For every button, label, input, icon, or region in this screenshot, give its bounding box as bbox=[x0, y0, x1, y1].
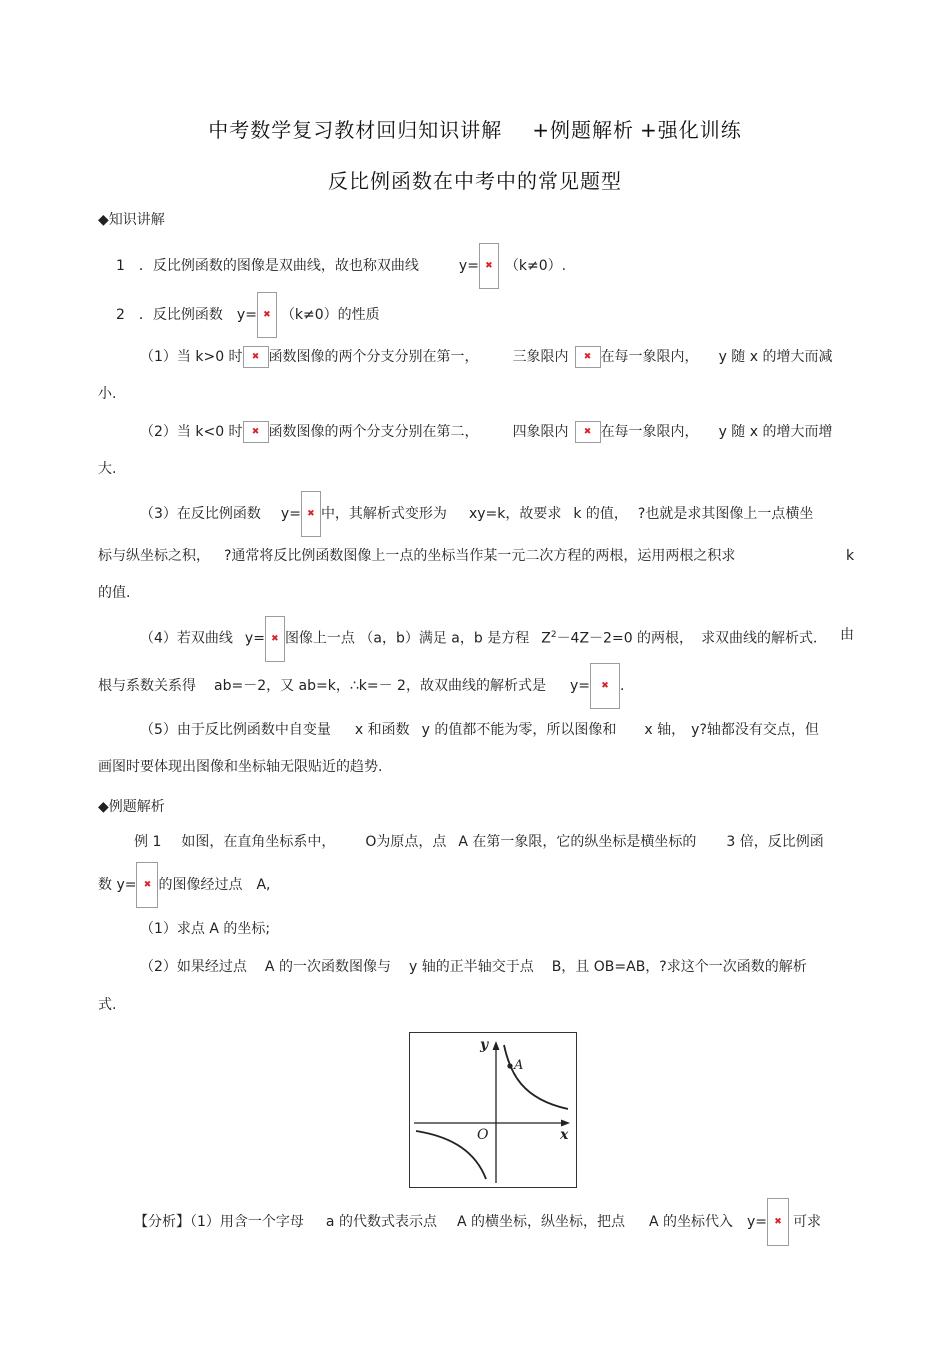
point-a bbox=[507, 1063, 512, 1068]
property-2-cont: 大. bbox=[98, 461, 117, 477]
image-placeholder-icon bbox=[243, 346, 269, 368]
property-5-b: x 和函数 bbox=[354, 722, 410, 738]
item-1-y: y= bbox=[458, 258, 479, 274]
analysis-c: A 的横坐标，纵坐标，把点 bbox=[456, 1214, 625, 1230]
example-1 bbox=[134, 832, 824, 852]
title-sub: 反比例函数在中考中的常见题型 bbox=[328, 169, 622, 193]
property-3-c: xy=k，故要求 bbox=[468, 506, 562, 522]
example-1-label: 例 1 bbox=[134, 834, 162, 850]
item-1 bbox=[116, 243, 566, 289]
title-main-part1: 中考数学复习教材回归知识讲解 bbox=[208, 118, 503, 142]
property-3-line3: 的值. bbox=[98, 585, 131, 601]
item-2-condition: （k≠0）的性质 bbox=[280, 307, 380, 323]
property-5-d: x 轴， bbox=[644, 722, 686, 738]
property-4-line2 bbox=[98, 663, 624, 709]
question-2-b: A 的一次函数图像与 bbox=[264, 959, 391, 975]
x-axis-arrow bbox=[561, 1120, 570, 1127]
property-2-a: （2）当 k<0 时 bbox=[140, 424, 243, 440]
item-2 bbox=[116, 292, 380, 338]
property-1-b: 函数图像的两个分支分别在第一， bbox=[268, 349, 479, 365]
item-1-number: 1 bbox=[116, 258, 125, 274]
property-2-b: 函数图像的两个分支分别在第二， bbox=[268, 424, 479, 440]
example-1-l2b: 的图像经过点 bbox=[158, 877, 243, 893]
property-3-a: （3）在反比例函数 bbox=[140, 506, 261, 522]
section-knowledge-heading: ◆知识讲解 bbox=[98, 212, 165, 228]
hyperbola-branch-first-quadrant bbox=[504, 1045, 568, 1109]
example-1-c: O为原点，点 bbox=[365, 834, 447, 850]
property-2-c: 四象限内 bbox=[512, 424, 569, 440]
question-1: （1）求点 A 的坐标; bbox=[140, 921, 271, 937]
item-2-y: y= bbox=[236, 307, 257, 323]
property-2-e: y 随 x 的增大而增 bbox=[718, 424, 833, 440]
origin-label: O bbox=[477, 1127, 489, 1143]
property-4-l2end: . bbox=[619, 678, 625, 694]
example-1-d: A 在第一象限，它的纵坐标是横坐标的 bbox=[458, 834, 697, 850]
property-3-l2c: k bbox=[846, 548, 855, 564]
property-4 bbox=[140, 614, 827, 662]
property-1-c: 三象限内 bbox=[512, 349, 569, 365]
property-3-l2a: 标与纵坐标之积， bbox=[98, 548, 210, 564]
y-axis-label: y bbox=[480, 1037, 489, 1053]
property-5 bbox=[140, 720, 819, 740]
title-main-part2: +例题解析 bbox=[532, 118, 634, 142]
property-4-l2a: 根与系数关系得 bbox=[98, 678, 196, 694]
y-axis-arrow bbox=[493, 1041, 500, 1050]
property-1 bbox=[140, 346, 832, 368]
item-1-text: ．反比例函数的图像是双曲线，故也称双曲线 bbox=[138, 258, 419, 274]
property-4-y: y= bbox=[244, 630, 265, 647]
formula-image-icon bbox=[257, 292, 277, 338]
section-examples-heading: ◆例题解析 bbox=[98, 799, 165, 815]
analysis-y: y= bbox=[747, 1214, 768, 1230]
question-2-a: （2）如果经过点 bbox=[140, 959, 247, 975]
formula-image-icon bbox=[767, 1198, 789, 1246]
property-1-e: y 随 x 的增大而减 bbox=[718, 349, 833, 365]
property-3-line2 bbox=[98, 546, 735, 566]
hyperbola-svg bbox=[410, 1033, 576, 1187]
analysis bbox=[134, 1198, 821, 1246]
property-4-d: 求双曲线的解析式． bbox=[701, 630, 828, 647]
analysis-b: a 的代数式表示点 bbox=[325, 1214, 437, 1230]
hyperbola-branch-third-quadrant bbox=[416, 1131, 486, 1179]
property-4-z: Z bbox=[541, 630, 551, 647]
example-1-b: 如图，在直角坐标系中， bbox=[181, 834, 336, 850]
item-2-text: ．反比例函数 bbox=[138, 307, 223, 323]
property-4-sup: 2 bbox=[550, 630, 557, 640]
property-1-cont: 小. bbox=[98, 386, 117, 402]
property-3-e: ?也就是求其图像上一点横坐 bbox=[637, 506, 814, 522]
property-5-a: （5）由于反比例函数中自变量 bbox=[140, 722, 331, 738]
question-2 bbox=[140, 957, 807, 977]
property-4-e: 由 bbox=[840, 627, 854, 643]
question-2-d: B，且 OB=AB， bbox=[551, 959, 660, 975]
example-1-e: 3 倍，反比例函 bbox=[726, 834, 824, 850]
analysis-e: 可求 bbox=[793, 1214, 822, 1230]
question-2-c: y 轴的正半轴交于点 bbox=[408, 959, 534, 975]
example-1-l2c: A, bbox=[256, 877, 271, 893]
property-4-a: （4）若双曲线 bbox=[140, 630, 233, 647]
title-main-part3: +强化训练 bbox=[640, 118, 742, 142]
property-1-d: 在每一象限内， bbox=[600, 349, 699, 365]
example-1-line2 bbox=[98, 862, 271, 908]
property-1-a: （1）当 k>0 时 bbox=[140, 349, 243, 365]
x-axis-label: x bbox=[560, 1127, 569, 1143]
property-5-c: y 的值都不能为零，所以图像和 bbox=[421, 722, 617, 738]
formula-image-icon bbox=[301, 491, 321, 537]
item-2-number: 2 bbox=[116, 307, 125, 323]
property-2-d: 在每一象限内， bbox=[600, 424, 699, 440]
formula-image-icon bbox=[479, 243, 499, 289]
question-2-e: ?求这个一次函数的解析 bbox=[659, 959, 807, 975]
question-2-cont: 式. bbox=[98, 997, 117, 1013]
formula-image-icon bbox=[590, 663, 620, 709]
property-5-line2: 画图时要体现出图像和坐标轴无限贴近的趋势. bbox=[98, 759, 383, 775]
property-2 bbox=[140, 421, 832, 443]
example-1-l2a: 数 y= bbox=[98, 877, 137, 893]
property-5-e: y?轴都没有交点，但 bbox=[691, 722, 819, 738]
item-1-condition: （k≠0）. bbox=[504, 258, 567, 274]
property-4-l2b: ab=－2，又 ab=k，∴k=－ 2，故双曲线的解析式是 bbox=[214, 678, 546, 694]
property-3-y: y= bbox=[280, 506, 301, 522]
formula-image-icon bbox=[265, 616, 285, 662]
analysis-a: 【分析】（1）用含一个字母 bbox=[134, 1214, 304, 1230]
title-main bbox=[0, 114, 950, 143]
property-4-l2y: y= bbox=[569, 678, 590, 694]
property-3-b: 中，其解析式变形为 bbox=[320, 506, 447, 522]
formula-image-icon bbox=[136, 862, 158, 908]
property-3-d: k 的值， bbox=[573, 506, 628, 522]
image-placeholder-icon bbox=[575, 346, 601, 368]
image-placeholder-icon bbox=[575, 421, 601, 443]
image-placeholder-icon bbox=[243, 421, 269, 443]
property-4-c: －4Z－2=0 的两根， bbox=[556, 630, 694, 647]
property-4-b: 图像上一点 （a，b）满足 a，b 是方程 bbox=[284, 630, 530, 647]
property-3 bbox=[140, 491, 813, 537]
hyperbola-figure bbox=[409, 1032, 577, 1188]
point-a-label: A bbox=[514, 1058, 524, 1073]
analysis-d: A 的坐标代入 bbox=[648, 1214, 734, 1230]
property-3-l2b: ?通常将反比例函数图像上一点的坐标当作某一元二次方程的两根，运用两根之积求 bbox=[224, 548, 736, 564]
